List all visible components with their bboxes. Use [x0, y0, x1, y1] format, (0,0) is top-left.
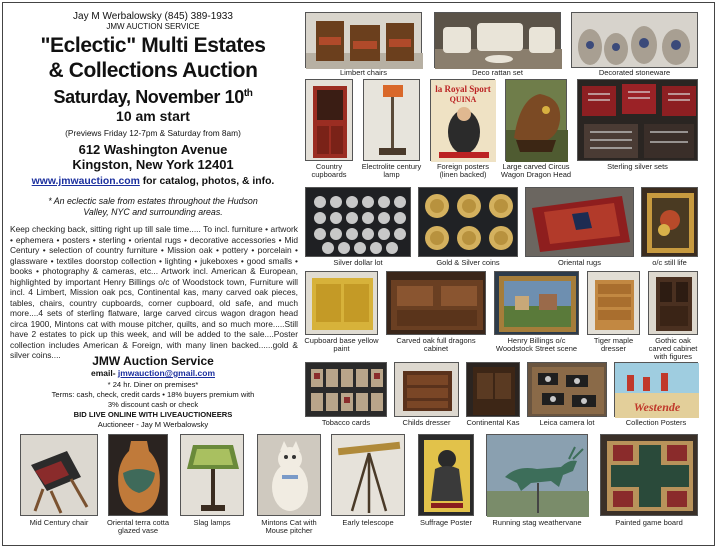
- caption-childs: Childs dresser: [402, 418, 451, 427]
- caption-billings: Henry Billings o/c Woodstock Street scene: [495, 336, 578, 353]
- contact-line-2: Terms: cash, check, credit cards • 18% buyers premium with: [51, 390, 255, 399]
- caption-silverdollar: Silver dollar lot: [333, 258, 383, 267]
- photo-still-life: [641, 187, 698, 257]
- stoneware-image: [572, 13, 699, 69]
- caption-maple: Tiger maple dresser: [593, 336, 634, 353]
- game-board-image: [601, 435, 699, 517]
- gold-coins-image: [419, 188, 519, 258]
- photo-sterling-sets: [577, 79, 698, 161]
- photo-oriental-rug: [525, 187, 634, 257]
- photo-suffrage-poster: [418, 434, 474, 516]
- website-suffix: for catalog, photos, & info.: [139, 176, 275, 187]
- contact-line-5: Auctioneer - Jay M Werbalowsky: [97, 420, 209, 429]
- telescope-image: [332, 435, 406, 517]
- carved-oak-image: [387, 272, 487, 336]
- poster-quina-text: QUINA: [449, 95, 477, 104]
- poster-royal-sport-text: la Royal Sport: [435, 84, 491, 94]
- westende-text: Westende: [633, 400, 681, 414]
- yellow-cupboard-image: [306, 272, 379, 336]
- description-text: Keep checking back, sitting right up till sale time..... To incl. furniture • artwork • ephemera • posters • sterling • oriental rugs • decorative accessories • Mid Century • selection of country furniture • Mission oak • pottery • porcelain • glassware • textiles doorstop collection • lighting • jukeboxes • good smalls • books • photography & cameras, etc... Artwork incl. American & European, highlighted by important Henry Billings o/c of Woodstock town, Furniture will incl. 4 Limbert, Mission oak pcs, Continental kas, many carved oak pieces, tables, chairs, country cupboards, corner cupboard, old safe, and much more....4 sets of sterling flatware, large carved circus wagon dragon head circa 1900, Mintons cat with mouse pitcher, quilts, and so much more.....Still have 2 estates to pick up this week, and will be added to the sale....Poster collection includes American & Foreign, with many linen backed......gold & silver coins....: [10, 224, 298, 360]
- caption-suffrage: Suffrage Poster: [420, 518, 472, 527]
- leica-cameras-image: [528, 363, 608, 418]
- caption-posters: Collection Posters: [625, 418, 687, 427]
- photo-gold-coins: [418, 187, 518, 257]
- photo-midcentury-chair: [20, 434, 98, 516]
- photo-continental-kas: [466, 362, 520, 417]
- photo-childs-dresser: [394, 362, 459, 417]
- caption-lamp: Electrolite century lamp: [361, 162, 422, 179]
- photo-gothic-cabinet: [648, 271, 698, 335]
- tagline-1: * An eclectic sale from estates throughout the Hudson: [48, 196, 258, 206]
- photo-country-cupboards: [305, 79, 353, 161]
- caption-vase: Oriental terra cotta glazed vase: [106, 518, 170, 535]
- maple-dresser-image: [588, 272, 641, 336]
- caption-oaktable: Carved oak full dragons cabinet: [396, 336, 476, 353]
- photo-mintons-pitcher: [257, 434, 321, 516]
- photo-oriental-vase: [108, 434, 168, 516]
- silver-dollars-image: [306, 188, 412, 258]
- auction-date-text: Saturday, November 10: [53, 87, 244, 107]
- contact-line-1: * 24 hr. Diner on premises*: [107, 380, 199, 389]
- deco-rattan-image: [435, 13, 562, 69]
- photo-carved-oak: [386, 271, 486, 335]
- midcentury-chair-image: [21, 435, 99, 517]
- photo-royal-sport-poster: [430, 79, 495, 161]
- photo-yellow-cupboard: [305, 271, 378, 335]
- caption-stoneware: Decorated stoneware: [598, 68, 671, 77]
- caption-midcentury: Mid Century chair: [29, 518, 89, 527]
- start-time: 10 am start: [116, 108, 190, 124]
- caption-wagon: Large carved Circus Wagon Dragon Head: [500, 162, 572, 179]
- tobacco-cards-image: [306, 363, 388, 418]
- photo-telescope: [331, 434, 405, 516]
- caption-country: Country cupboards: [311, 162, 347, 179]
- company-line: JMW AUCTION SERVICE: [106, 22, 200, 31]
- childs-dresser-image: [395, 363, 460, 418]
- caption-limbert: Limbert chairs: [339, 68, 388, 77]
- website-link[interactable]: www.jmwauction.com: [31, 176, 140, 187]
- contact-line-4: BID LIVE ONLINE WITH LIVEAUCTIONEERS: [73, 410, 233, 419]
- stag-weathervane-image: [487, 435, 589, 517]
- gothic-cabinet-image: [649, 272, 699, 336]
- photo-slag-lamps: [180, 434, 244, 516]
- service-name: JMW Auction Service: [92, 354, 214, 368]
- dragon-head-image: [506, 80, 568, 162]
- royal-sport-image: [431, 80, 496, 162]
- mintons-pitcher-image: [258, 435, 322, 517]
- oriental-vase-image: [109, 435, 169, 517]
- caption-gothic: Gothic oak carved cabinet with figures: [648, 336, 698, 361]
- auction-date-suffix: th: [243, 88, 253, 99]
- westende-poster-image: [615, 363, 699, 418]
- lamp-image: [364, 80, 421, 162]
- caption-mintons: Mintons Cat with Mouse pitcher: [261, 518, 317, 535]
- caption-cupboard: Cupboard base yellow paint: [304, 336, 379, 353]
- photo-billings-painting: [494, 271, 579, 335]
- contact-line-3: 3% discount cash or check: [107, 400, 199, 409]
- photo-dragon-head: [505, 79, 567, 161]
- photo-tobacco-cards: [305, 362, 387, 417]
- caption-silversets: Sterling silver sets: [607, 162, 668, 171]
- oriental-rug-image: [526, 188, 635, 258]
- continental-kas-image: [467, 363, 521, 418]
- email-label: email-: [90, 368, 116, 378]
- still-life-image: [642, 188, 699, 258]
- photo-maple-dresser: [587, 271, 640, 335]
- caption-telescope: Early telescope: [342, 518, 394, 527]
- caption-tobacco: Tobacco cards: [321, 418, 371, 427]
- billings-painting-image: [495, 272, 580, 336]
- email-line: [6, 368, 300, 378]
- address-city: Kingston, New York 12401: [72, 157, 234, 172]
- caption-weathervane: Running stag weathervane: [492, 518, 582, 527]
- caption-foreign: Foreign posters (linen backed): [436, 162, 490, 179]
- caption-gameboard: Painted game board: [615, 518, 683, 527]
- country-cupboard-image: [306, 80, 354, 162]
- auction-date: [6, 87, 300, 108]
- title-line-2: & Collections Auction: [48, 59, 258, 82]
- photo-westende-poster: [614, 362, 698, 417]
- caption-leica: Leica camera lot: [539, 418, 595, 427]
- suffrage-poster-image: [419, 435, 475, 517]
- email-link[interactable]: jmwauction@gmail.com: [117, 368, 216, 378]
- sterling-sets-image: [578, 80, 699, 162]
- photo-stoneware: [571, 12, 698, 68]
- preview-hours: (Previews Friday 12-7pm & Saturday from 8am): [65, 128, 241, 138]
- photo-stag-weathervane: [486, 434, 588, 516]
- limbert-chairs-image: [306, 13, 423, 69]
- photo-game-board: [600, 434, 698, 516]
- photo-lamp: [363, 79, 420, 161]
- photo-deco-rattan: [434, 12, 561, 68]
- caption-stilllife: o/c still life: [652, 258, 687, 267]
- tagline-2: Valley, NYC and surrounding areas.: [83, 207, 223, 217]
- caption-kas: Continental Kas: [466, 418, 520, 427]
- caption-slag: Slag lamps: [193, 518, 231, 527]
- caption-rugs: Oriental rugs: [558, 258, 601, 267]
- title-line-1: "Eclectic" Multi Estates: [40, 34, 266, 57]
- caption-gold: Gold & Silver coins: [436, 258, 500, 267]
- caption-deco: Deco rattan set: [472, 68, 523, 77]
- photo-silver-dollars: [305, 187, 411, 257]
- photo-limbert-chairs: [305, 12, 422, 68]
- auctioneer-line: Jay M Werbalowsky (845) 389-1933: [73, 11, 233, 22]
- photo-leica-cameras: [527, 362, 607, 417]
- website-line: [6, 176, 300, 187]
- slag-lamps-image: [181, 435, 245, 517]
- address-street: 612 Washington Avenue: [78, 142, 228, 157]
